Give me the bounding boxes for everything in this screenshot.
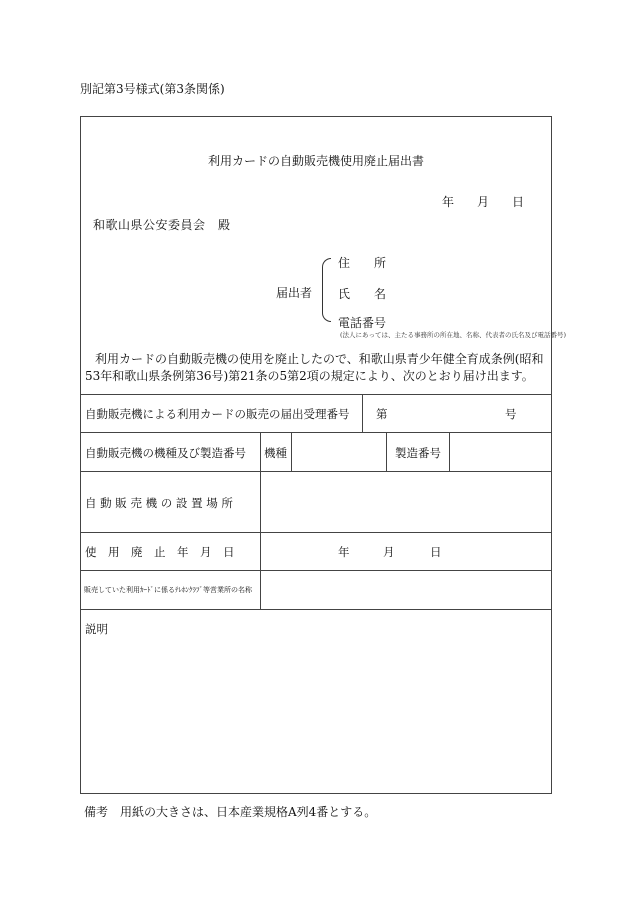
model-type-label: 機種 — [264, 446, 287, 460]
model-serial-label: 自動販売機の機種及び製造番号 — [85, 446, 246, 460]
applicant-address-label: 住 所 — [338, 256, 387, 270]
table-line — [80, 471, 552, 472]
serial-number-label: 製造番号 — [395, 446, 441, 460]
date-year-label: 年 — [442, 195, 455, 209]
form-number-label: 別記第3号様式(第3条関係) — [80, 82, 225, 96]
end-year-label: 年 — [338, 545, 350, 559]
receipt-number-label: 自動販売機による利用カードの販売の届出受理番号 — [85, 407, 350, 421]
table-line — [80, 570, 552, 571]
table-line — [291, 432, 292, 471]
table-line — [80, 432, 552, 433]
receipt-number-prefix: 第 — [376, 407, 388, 421]
table-line — [80, 609, 552, 610]
date-day-label: 日 — [512, 195, 525, 209]
table-line — [80, 532, 552, 533]
form-title: 利用カードの自動販売機使用廃止届出書 — [207, 154, 424, 168]
table-line — [449, 432, 450, 471]
table-line — [386, 432, 387, 471]
applicant-label: 届出者 — [276, 286, 313, 300]
applicant-phone-label: 電話番号 — [338, 316, 387, 330]
discontinuation-date-label: 使 用 廃 止 年 月 日 — [85, 545, 235, 559]
explanation-label: 説明 — [85, 622, 108, 636]
date-month-label: 月 — [477, 195, 490, 209]
table-line — [80, 394, 552, 395]
remark-text: 備考 用紙の大きさは、日本産業規格A列4番とする。 — [84, 805, 377, 819]
applicant-bracket — [322, 258, 331, 322]
end-day-label: 日 — [430, 545, 442, 559]
addressee: 和歌山県公安委員会 殿 — [93, 218, 231, 232]
business-name-label: 販売していた利用ｶｰﾄﾞに係るﾃﾚﾎﾝｸﾗﾌﾞ等営業所の名称 — [84, 586, 252, 594]
applicant-corporate-note: (法人にあっては、主たる事務所の所在地、名称、代表者の氏名及び電話番号) — [340, 331, 567, 339]
table-line — [260, 432, 261, 609]
receipt-number-suffix: 号 — [505, 407, 517, 421]
installation-location-label: 自 動 販 売 機 の 設 置 場 所 — [85, 496, 233, 510]
statement-text: 利用カードの自動販売機の使用を廃止したので、和歌山県青少年健全育成条例(昭和53年和歌山県条例第36号)第21条の5第2項の規定により、次のとおり届け出ます。 — [85, 352, 544, 383]
table-line — [362, 394, 363, 432]
end-month-label: 月 — [383, 545, 395, 559]
applicant-name-label: 氏 名 — [338, 287, 387, 301]
